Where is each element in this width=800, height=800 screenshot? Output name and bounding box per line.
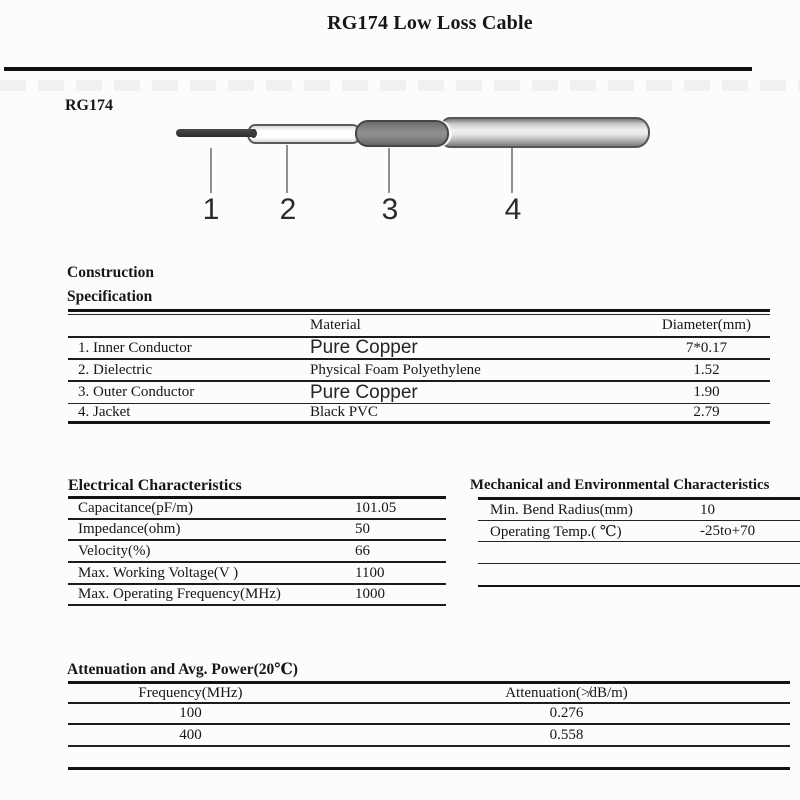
- attenuation-header-row: [68, 684, 790, 704]
- table-row: [68, 704, 790, 725]
- construction-header-row: [68, 315, 770, 338]
- part-number-2: 2: [279, 193, 297, 226]
- table-row: [68, 585, 446, 606]
- frequency-value: 100: [179, 705, 202, 721]
- frequency-column-header: Frequency(MHz): [138, 684, 243, 701]
- row-diameter: 2.79: [693, 404, 720, 420]
- part-number-1: 1: [202, 193, 220, 226]
- row-diameter: 7*0.17: [685, 339, 728, 356]
- spec-label: Max. Operating Frequency(MHz): [78, 586, 281, 602]
- spec-value: 101.05: [355, 500, 397, 516]
- spec-label: Capacitance(pF/m): [78, 500, 193, 516]
- diameter-column-header: Diameter(mm): [661, 317, 752, 333]
- inner-conductor-graphic: [176, 129, 256, 137]
- attenuation-table: [68, 681, 790, 770]
- leader-line-3: [388, 148, 390, 193]
- conductor-end-dot: [250, 129, 257, 138]
- row-name: 1. Inner Conductor: [78, 339, 192, 356]
- scan-artifact-band: [0, 80, 800, 91]
- material-column-header: Material: [310, 317, 361, 333]
- page-title: RG174 Low Loss Cable: [327, 12, 533, 34]
- row-name: 2. Dielectric: [78, 361, 153, 378]
- part-number-4: 4: [504, 193, 522, 226]
- spec-label: Velocity(%): [78, 542, 151, 559]
- top-divider-rule: [4, 67, 752, 71]
- row-name: 3. Outer Conductor: [78, 384, 195, 400]
- leader-line-4: [511, 148, 513, 193]
- empty-table-row: [478, 542, 800, 564]
- leader-line-1: [210, 148, 212, 193]
- row-diameter: 1.90: [693, 384, 720, 400]
- jacket-graphic: [440, 117, 650, 148]
- spec-label: Max. Working Voltage(V ): [78, 564, 239, 581]
- row-material: Pure Copper: [310, 381, 418, 403]
- row-material: Pure Copper: [310, 337, 418, 358]
- table-row: [68, 360, 770, 382]
- table-row: [478, 500, 800, 521]
- table-row: [68, 499, 446, 520]
- spec-label: Operating Temp.( ℃): [490, 523, 622, 540]
- table-row: [68, 382, 770, 404]
- row-name: 4. Jacket: [78, 404, 131, 420]
- table-row: [68, 541, 446, 563]
- row-material: Physical Foam Polyethylene: [310, 361, 481, 378]
- construction-heading-line2: Specification: [67, 288, 153, 305]
- row-material: Black PVC: [310, 404, 378, 420]
- mechanical-table: [478, 496, 800, 587]
- empty-table-row: [478, 564, 800, 587]
- table-row: [68, 338, 770, 360]
- row-diameter: 1.52: [693, 361, 720, 378]
- table-row: [68, 404, 770, 424]
- part-number-3: 3: [381, 193, 399, 226]
- attenuation-column-header: Attenuation(≯dB/m): [505, 684, 628, 701]
- table-spacer: [68, 747, 790, 767]
- spec-value: 10: [700, 501, 715, 518]
- leader-line-2: [286, 145, 288, 193]
- table-row: [68, 725, 790, 747]
- attenuation-value: 0.558: [549, 726, 584, 743]
- attenuation-value: 0.276: [549, 705, 584, 721]
- table-row: [478, 521, 800, 542]
- electrical-heading: Electrical Characteristics: [68, 477, 242, 494]
- spec-value: 66: [355, 542, 370, 559]
- model-label: RG174: [65, 97, 113, 114]
- frequency-value: 400: [179, 726, 202, 743]
- table-top-rule: [68, 309, 770, 312]
- electrical-section: [68, 477, 446, 606]
- construction-table: [68, 309, 770, 424]
- outer-conductor-graphic: [355, 120, 449, 147]
- mechanical-heading: Mechanical and Environmental Characteristics: [470, 477, 770, 493]
- attenuation-heading: Attenuation and Avg. Power(20℃): [67, 661, 298, 678]
- construction-heading-line1: Construction: [67, 264, 154, 281]
- spec-value: 50: [355, 521, 370, 537]
- table-row: [68, 520, 446, 541]
- spec-label: Impedance(ohm): [78, 521, 181, 537]
- bottom-rule: [68, 767, 790, 770]
- dielectric-graphic: [247, 124, 361, 144]
- table-row: [68, 563, 446, 585]
- spec-label: Min. Bend Radius(mm): [490, 501, 633, 518]
- spec-value: -25to+70: [700, 522, 756, 539]
- spec-value: 1000: [355, 586, 385, 602]
- spec-value: 1100: [355, 564, 385, 581]
